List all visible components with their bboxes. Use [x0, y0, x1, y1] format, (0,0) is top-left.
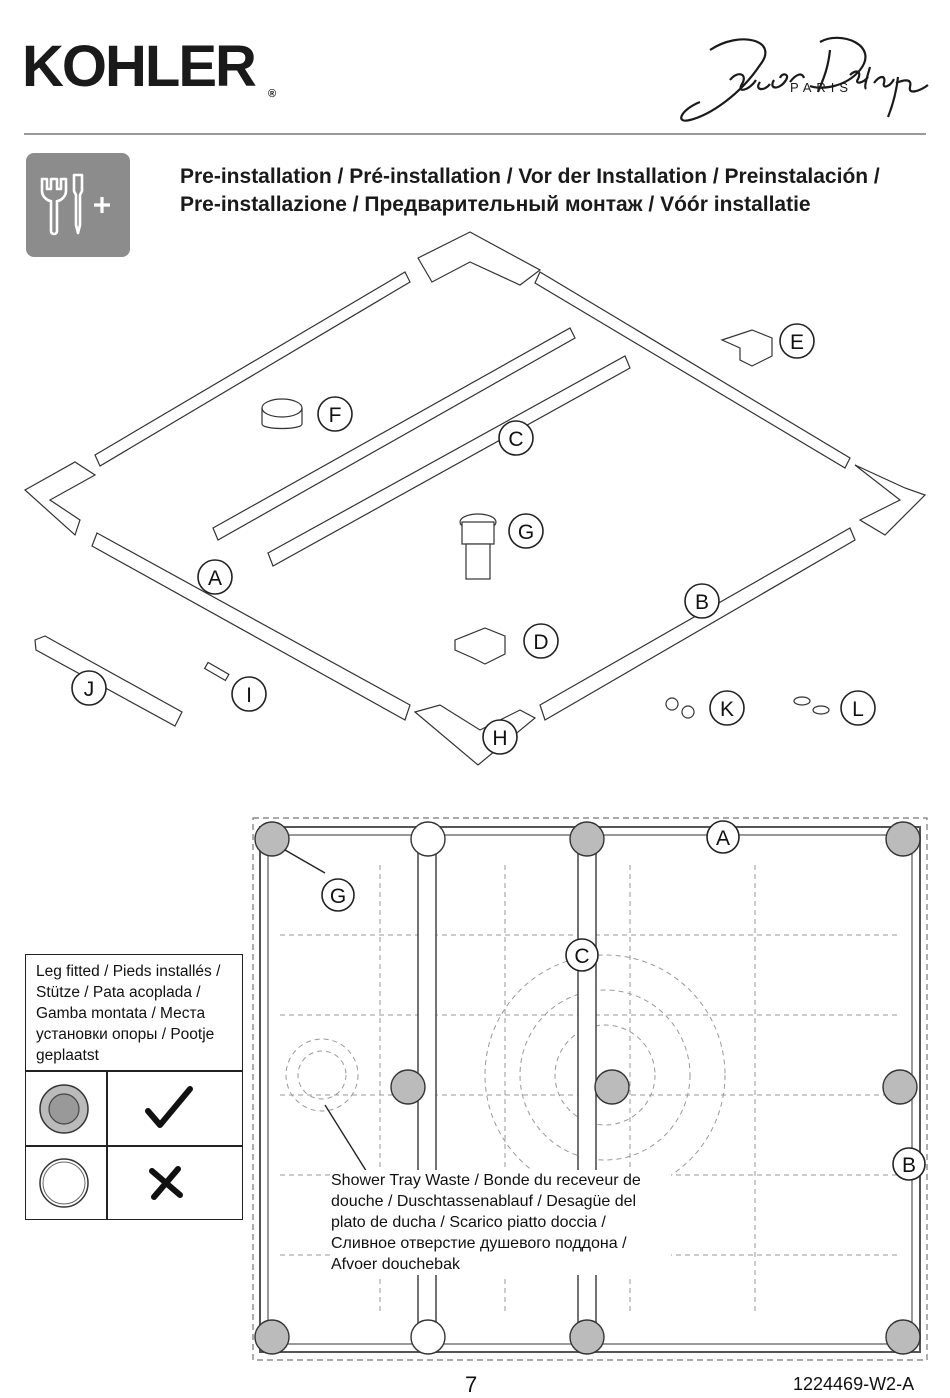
plan-label-c: C — [574, 945, 590, 968]
corner-right — [855, 465, 925, 535]
leg-empty — [411, 1320, 445, 1354]
plan-label-g: G — [329, 885, 347, 908]
page-number: 7 — [465, 1372, 478, 1397]
washer-l1 — [794, 697, 810, 705]
part-label-b: B — [694, 591, 710, 614]
bracket-e — [722, 330, 772, 366]
part-label-d: D — [533, 631, 549, 654]
document-reference: 1224469-W2-A — [793, 1374, 915, 1394]
cross-icon — [146, 1165, 186, 1201]
leg-fitted — [391, 1070, 425, 1104]
clip-f — [262, 399, 302, 417]
leg-fitted — [883, 1070, 917, 1104]
frame-plan-view — [250, 815, 930, 1363]
leg-fitted — [255, 822, 289, 856]
leg-g — [462, 522, 494, 544]
washer-l2 — [813, 706, 829, 714]
legend-divider — [26, 1145, 242, 1147]
legend-divider — [106, 1070, 108, 1220]
section-title-line-1: Pre-installation / Pré-installation / Vor der Installation / Preinstalación / — [180, 165, 880, 188]
section-title-line-2: Pre-installazione / Предварительный монтаж / Vóór installatie — [180, 193, 811, 216]
partner-sub: PARIS — [790, 80, 854, 95]
part-label-i: I — [246, 684, 252, 707]
leg-fitted — [595, 1070, 629, 1104]
part-label-e: E — [789, 331, 805, 354]
shower-waste-caption: Shower Tray Waste / Bonde du receveur de douche / Duschtassenablauf / Desagüe del plato de ducha / Scarico piatto doccia / Сливное отверстие душевого поддона / Afvoer douchebak — [331, 1170, 671, 1275]
screw-k1 — [666, 698, 678, 710]
checkmark-icon — [144, 1085, 194, 1133]
part-label-h: H — [492, 727, 508, 750]
leg-fitted — [255, 1320, 289, 1354]
empty-circle-icon — [38, 1157, 90, 1209]
legend-divider — [26, 1070, 242, 1072]
bracket-d — [455, 628, 505, 664]
rail-top-left — [95, 272, 410, 466]
parts-exploded-view — [0, 225, 950, 785]
jacob-delafon-logo — [670, 20, 930, 130]
rail-top-right — [535, 272, 850, 468]
header-rule — [24, 133, 926, 135]
part-label-l: L — [852, 698, 864, 721]
part-label-a: A — [207, 567, 223, 590]
plan-label-a: A — [715, 827, 731, 850]
pin-i — [205, 662, 229, 680]
kohler-logo: KOHLER — [22, 34, 255, 99]
part-label-f: F — [328, 404, 342, 427]
part-label-j: J — [83, 678, 95, 701]
profile-j — [35, 636, 182, 726]
leg-legend — [25, 954, 243, 1220]
leg-fitted-icon — [38, 1083, 90, 1135]
leg-fitted — [886, 822, 920, 856]
legend-caption: Leg fitted / Pieds installés / Stütze / Pata acoplada / Gamba montata / Места установки опоры / Pootje geplaatst — [36, 963, 221, 1064]
part-label-g: G — [517, 521, 535, 544]
corner-left — [25, 462, 95, 535]
rail-bottom-right — [540, 528, 855, 720]
leg-fitted — [570, 822, 604, 856]
leg-fitted — [886, 1320, 920, 1354]
leg-fitted — [570, 1320, 604, 1354]
plan-label-b: B — [901, 1154, 917, 1177]
rail-c2 — [268, 356, 630, 566]
screw-k2 — [682, 706, 694, 718]
part-label-k: K — [719, 698, 735, 721]
part-label-c: C — [508, 428, 524, 451]
corner-top — [418, 232, 540, 285]
registered-mark: ® — [268, 88, 277, 100]
leg-empty — [411, 822, 445, 856]
